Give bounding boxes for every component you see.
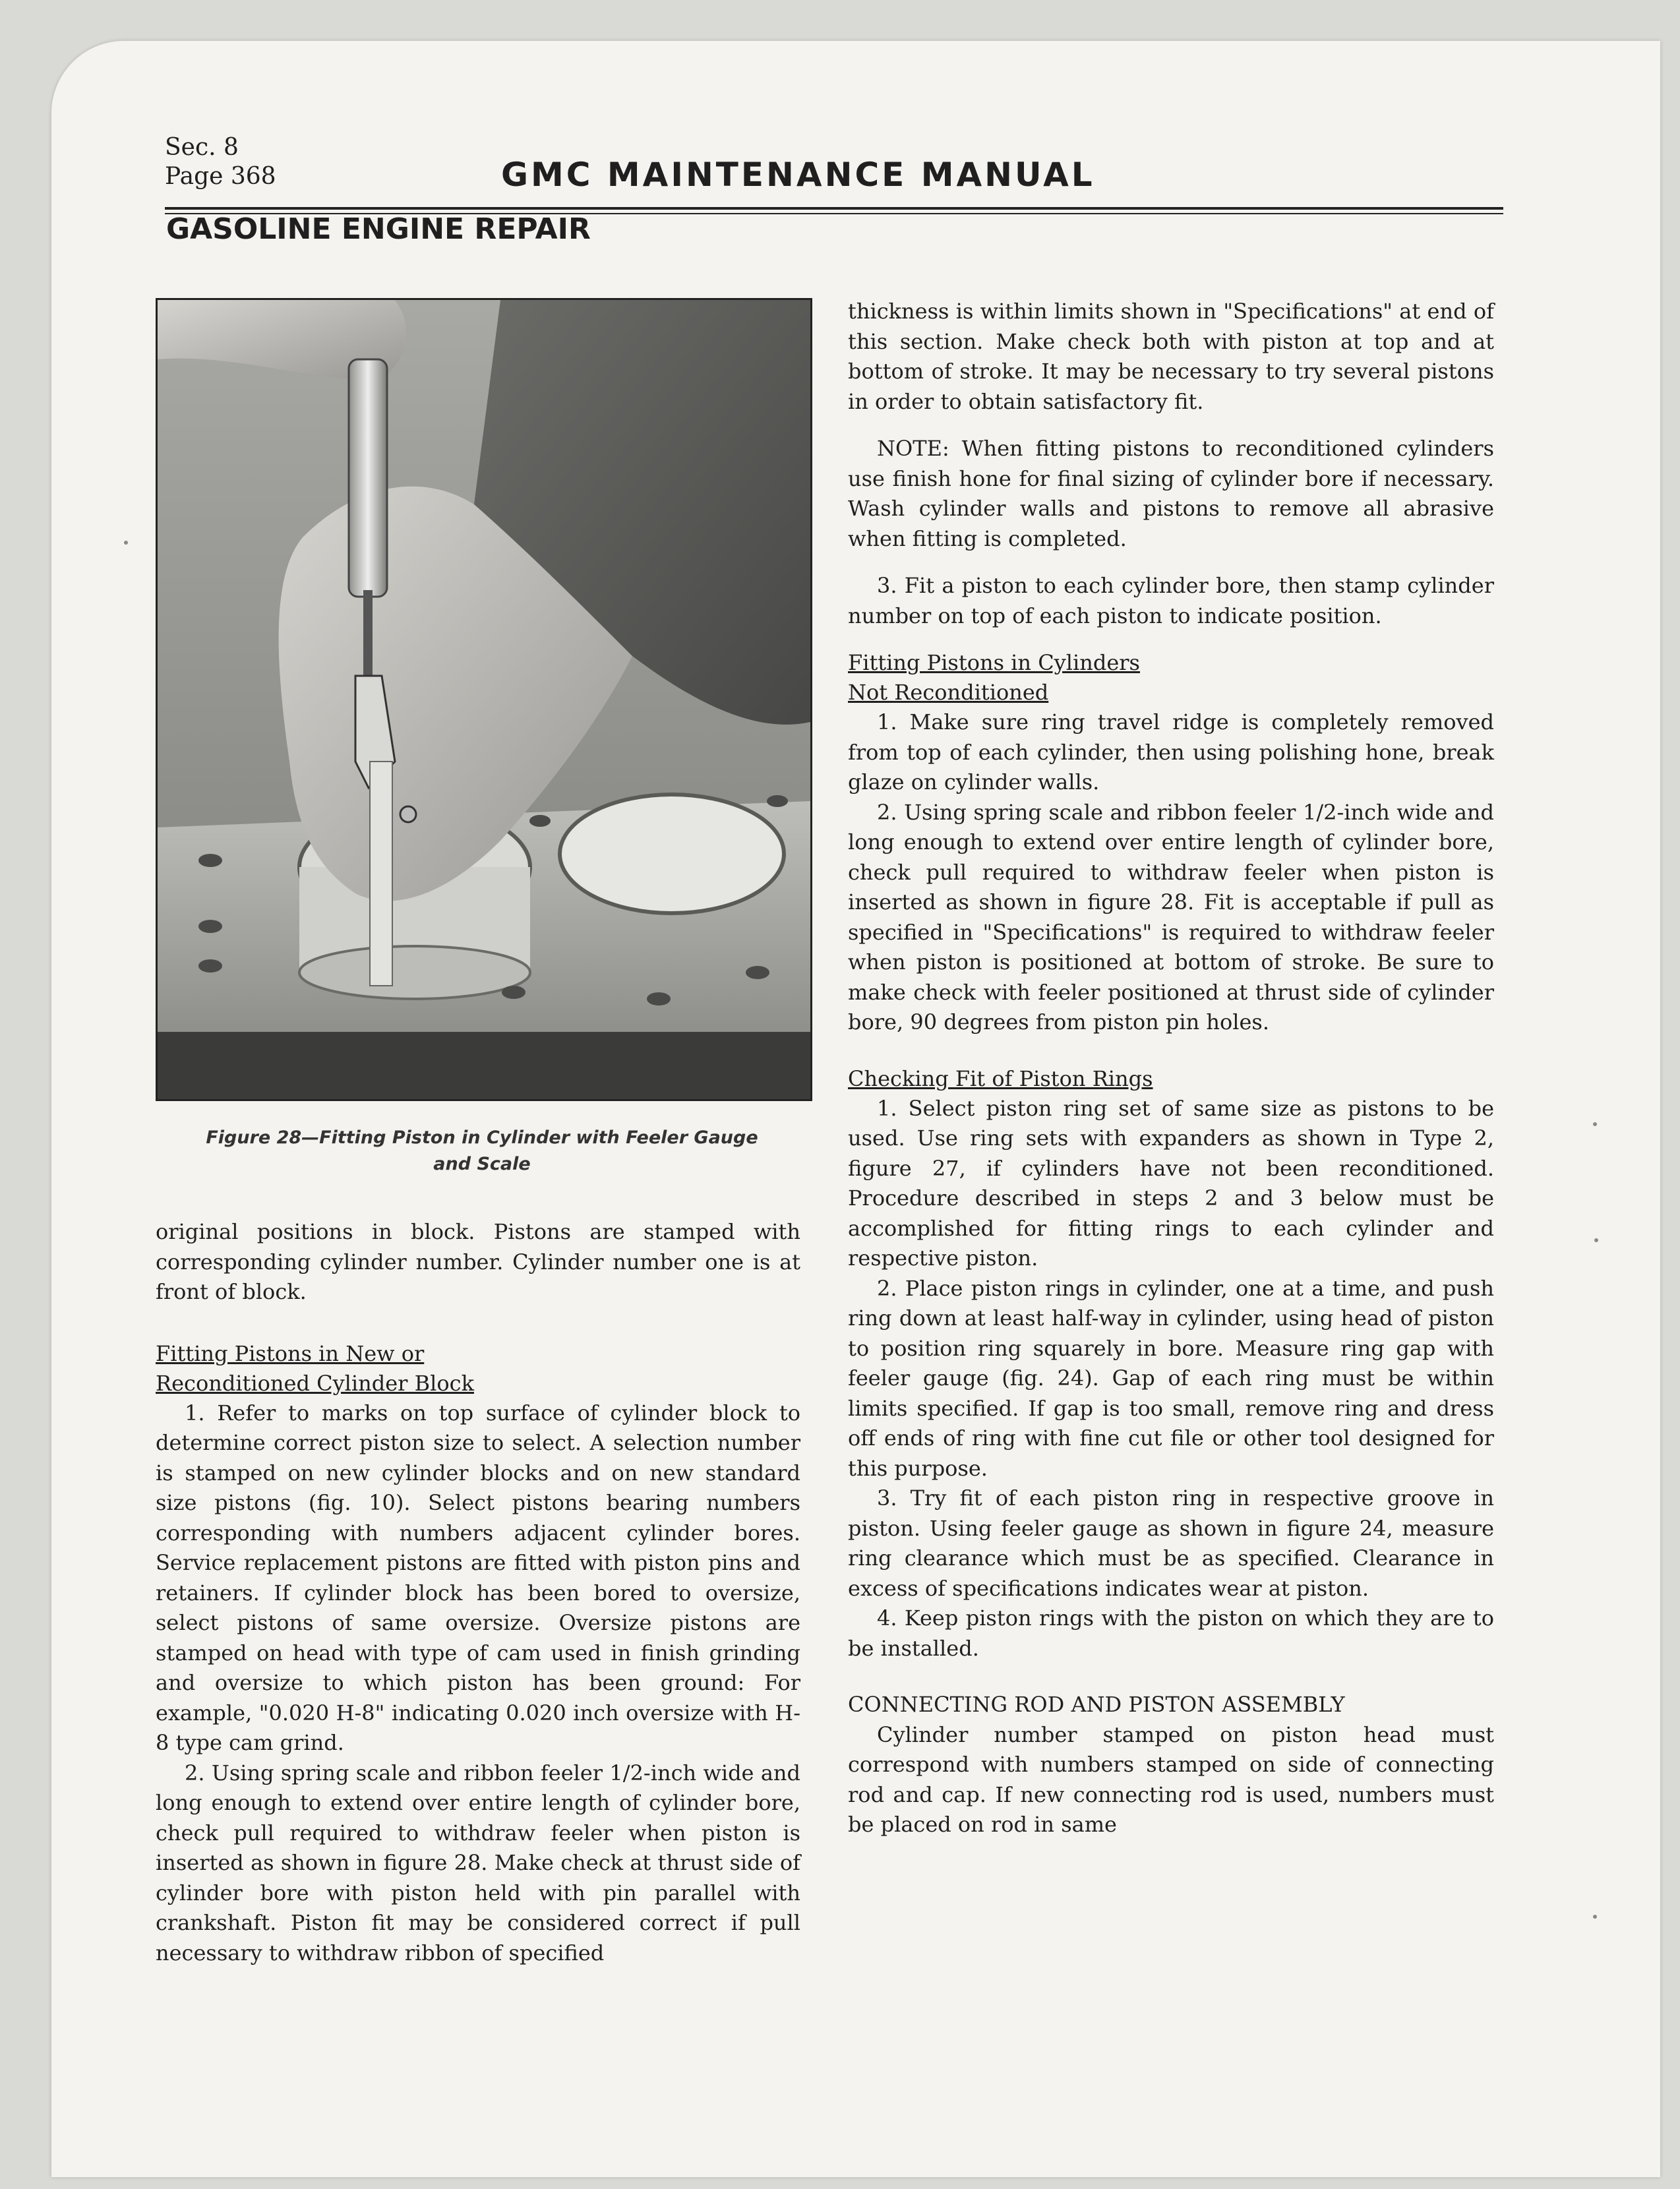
feeler-ribbon: [370, 762, 392, 986]
right-column: [848, 297, 1494, 1840]
cylinder-bore-right: [560, 795, 784, 913]
caption-line-1: Figure 28—Fitting Piston in Cylinder with Feeler Gauge: [206, 1127, 758, 1148]
page-label: Page 368: [165, 163, 276, 190]
spring-scale: [349, 359, 387, 597]
header-rule: [165, 207, 1503, 210]
heading-line-1: Fitting Pistons in Cylinders: [848, 650, 1140, 675]
step-3: 3. Fit a piston to each cylinder bore, then stamp cylinder number on top of each piston to indicate position.: [848, 573, 1494, 628]
piston-bottom: [299, 946, 530, 999]
figure-caption: [156, 1125, 808, 1178]
sec-label: Sec. 8: [165, 134, 239, 161]
section-number: [165, 133, 276, 191]
left-column: [156, 1217, 800, 1968]
rod-paragraph: Cylinder number stamped on piston head must correspond with numbers stamped on side of connecting rod and cap. If new connecting rod is used, numbers must be placed on rod in same: [848, 1722, 1494, 1837]
heading-line-2: Not Reconditioned: [848, 680, 1049, 705]
ring-step-4: 4. Keep piston rings with the piston on which they are to be installed.: [848, 1605, 1494, 1661]
step-1: 1. Make sure ring travel ridge is completely removed from top of each cylinder, then using polishing hone, break glaze on cylinder walls.: [848, 709, 1494, 795]
step-2: 2. Using spring scale and ribbon feeler 1/2-inch wide and long enough to extend over entire length of cylinder bore, check pull required to withdraw feeler when piston is inserted as shown in figure 28. Make check at thrust side of cylinder bore with piston held with pin parallel with crankshaft. Piston fit may be considered correct if pull necessary to withdraw ribbon of specified: [156, 1760, 800, 1965]
heading-fitting-new: [156, 1339, 800, 1398]
caption-line-2: and Scale: [433, 1154, 531, 1174]
ring-step-1: 1. Select piston ring set of same size as pistons to be used. Use ring sets with expanders as shown in Type 2, figure 27, if cylinders have not been reconditioned. Procedure described in steps 2 and 3 below must be accomplished for fitting rings to each cylinder and respective piston.: [848, 1095, 1494, 1271]
heading-line-1: Fitting Pistons in New or: [156, 1340, 425, 1366]
figure-28-photo: [156, 298, 812, 1101]
section-title: GASOLINE ENGINE REPAIR: [166, 212, 591, 246]
continued-paragraph: original positions in block. Pistons are stamped with corresponding cylinder number. Cylinder number one is at front of block.: [156, 1219, 800, 1304]
margin-mark: [1594, 1238, 1598, 1242]
scale-spring: [363, 590, 373, 676]
heading-fitting-not-reconditioned: [848, 648, 1494, 707]
margin-mark: [1593, 1915, 1597, 1919]
heading-connecting-rod: CONNECTING ROD AND PISTON ASSEMBLY: [848, 1692, 1345, 1717]
margin-mark: [1593, 1122, 1597, 1126]
margin-mark: [124, 541, 128, 545]
paragraph: thickness is within limits shown in "Specifications" at end of this section. Make check both with piston at top and at bottom of stroke. It may be necessary to try several pistons in order to obtain satisfactory fit.: [848, 299, 1494, 414]
ring-step-2: 2. Place piston rings in cylinder, one at a time, and push ring down at least half-way in cylinder, using head of piston to position ring squarely in bore. Measure ring gap with feeler gauge (fig. 24). Gap of each ring must be within limits specified. If gap is too small, remove ring and dress off ends of ring with fine cut file or other tool designed for this purpose.: [848, 1275, 1494, 1481]
ring-step-3: 3. Try fit of each piston ring in respective groove in piston. Using feeler gauge as shown in figure 24, measure ring clearance which must be as specified. Clearance in excess of specifications indicates wear at piston.: [848, 1485, 1494, 1601]
heading-checking-rings: Checking Fit of Piston Rings: [848, 1065, 1153, 1091]
step-2: 2. Using spring scale and ribbon feeler 1/2-inch wide and long enough to extend over entire length of cylinder bore, check pull required to withdraw feeler when piston is inserted as shown in figure 28. Fit is acceptable if pull as specified in "Specifications" is required to withdraw feeler when piston is positioned at bottom of stroke. Be sure to make check with feeler positioned at thrust side of cylinder bore, 90 degrees from piston pin holes.: [848, 799, 1494, 1035]
note-paragraph: NOTE: When fitting pistons to reconditioned cylinders use finish hone for final sizing of cylinder bore if necessary. Wash cylinder walls and pistons to remove all abrasive when fitting is completed.: [848, 436, 1494, 551]
manual-title: GMC MAINTENANCE MANUAL: [501, 156, 1095, 194]
block-edge: [158, 1032, 810, 1099]
heading-line-2: Reconditioned Cylinder Block: [156, 1370, 474, 1396]
step-1: 1. Refer to marks on top surface of cylinder block to determine correct piston size to select. A selection number is stamped on new cylinder blocks and on new standard size pistons (fig. 10). Select pistons bearing numbers corresponding with numbers adjacent cylinder bores. Service replacement pistons are fitted with piston pins and retainers. If cylinder block has been bored to oversize, select pistons of same oversize. Oversize pistons are stamped on head with type of cam used in finish grinding and oversize to which piston has been ground: For example, "0.020 H-8" indicating 0.020 inch oversize with H-8 type cam grind.: [156, 1400, 800, 1755]
